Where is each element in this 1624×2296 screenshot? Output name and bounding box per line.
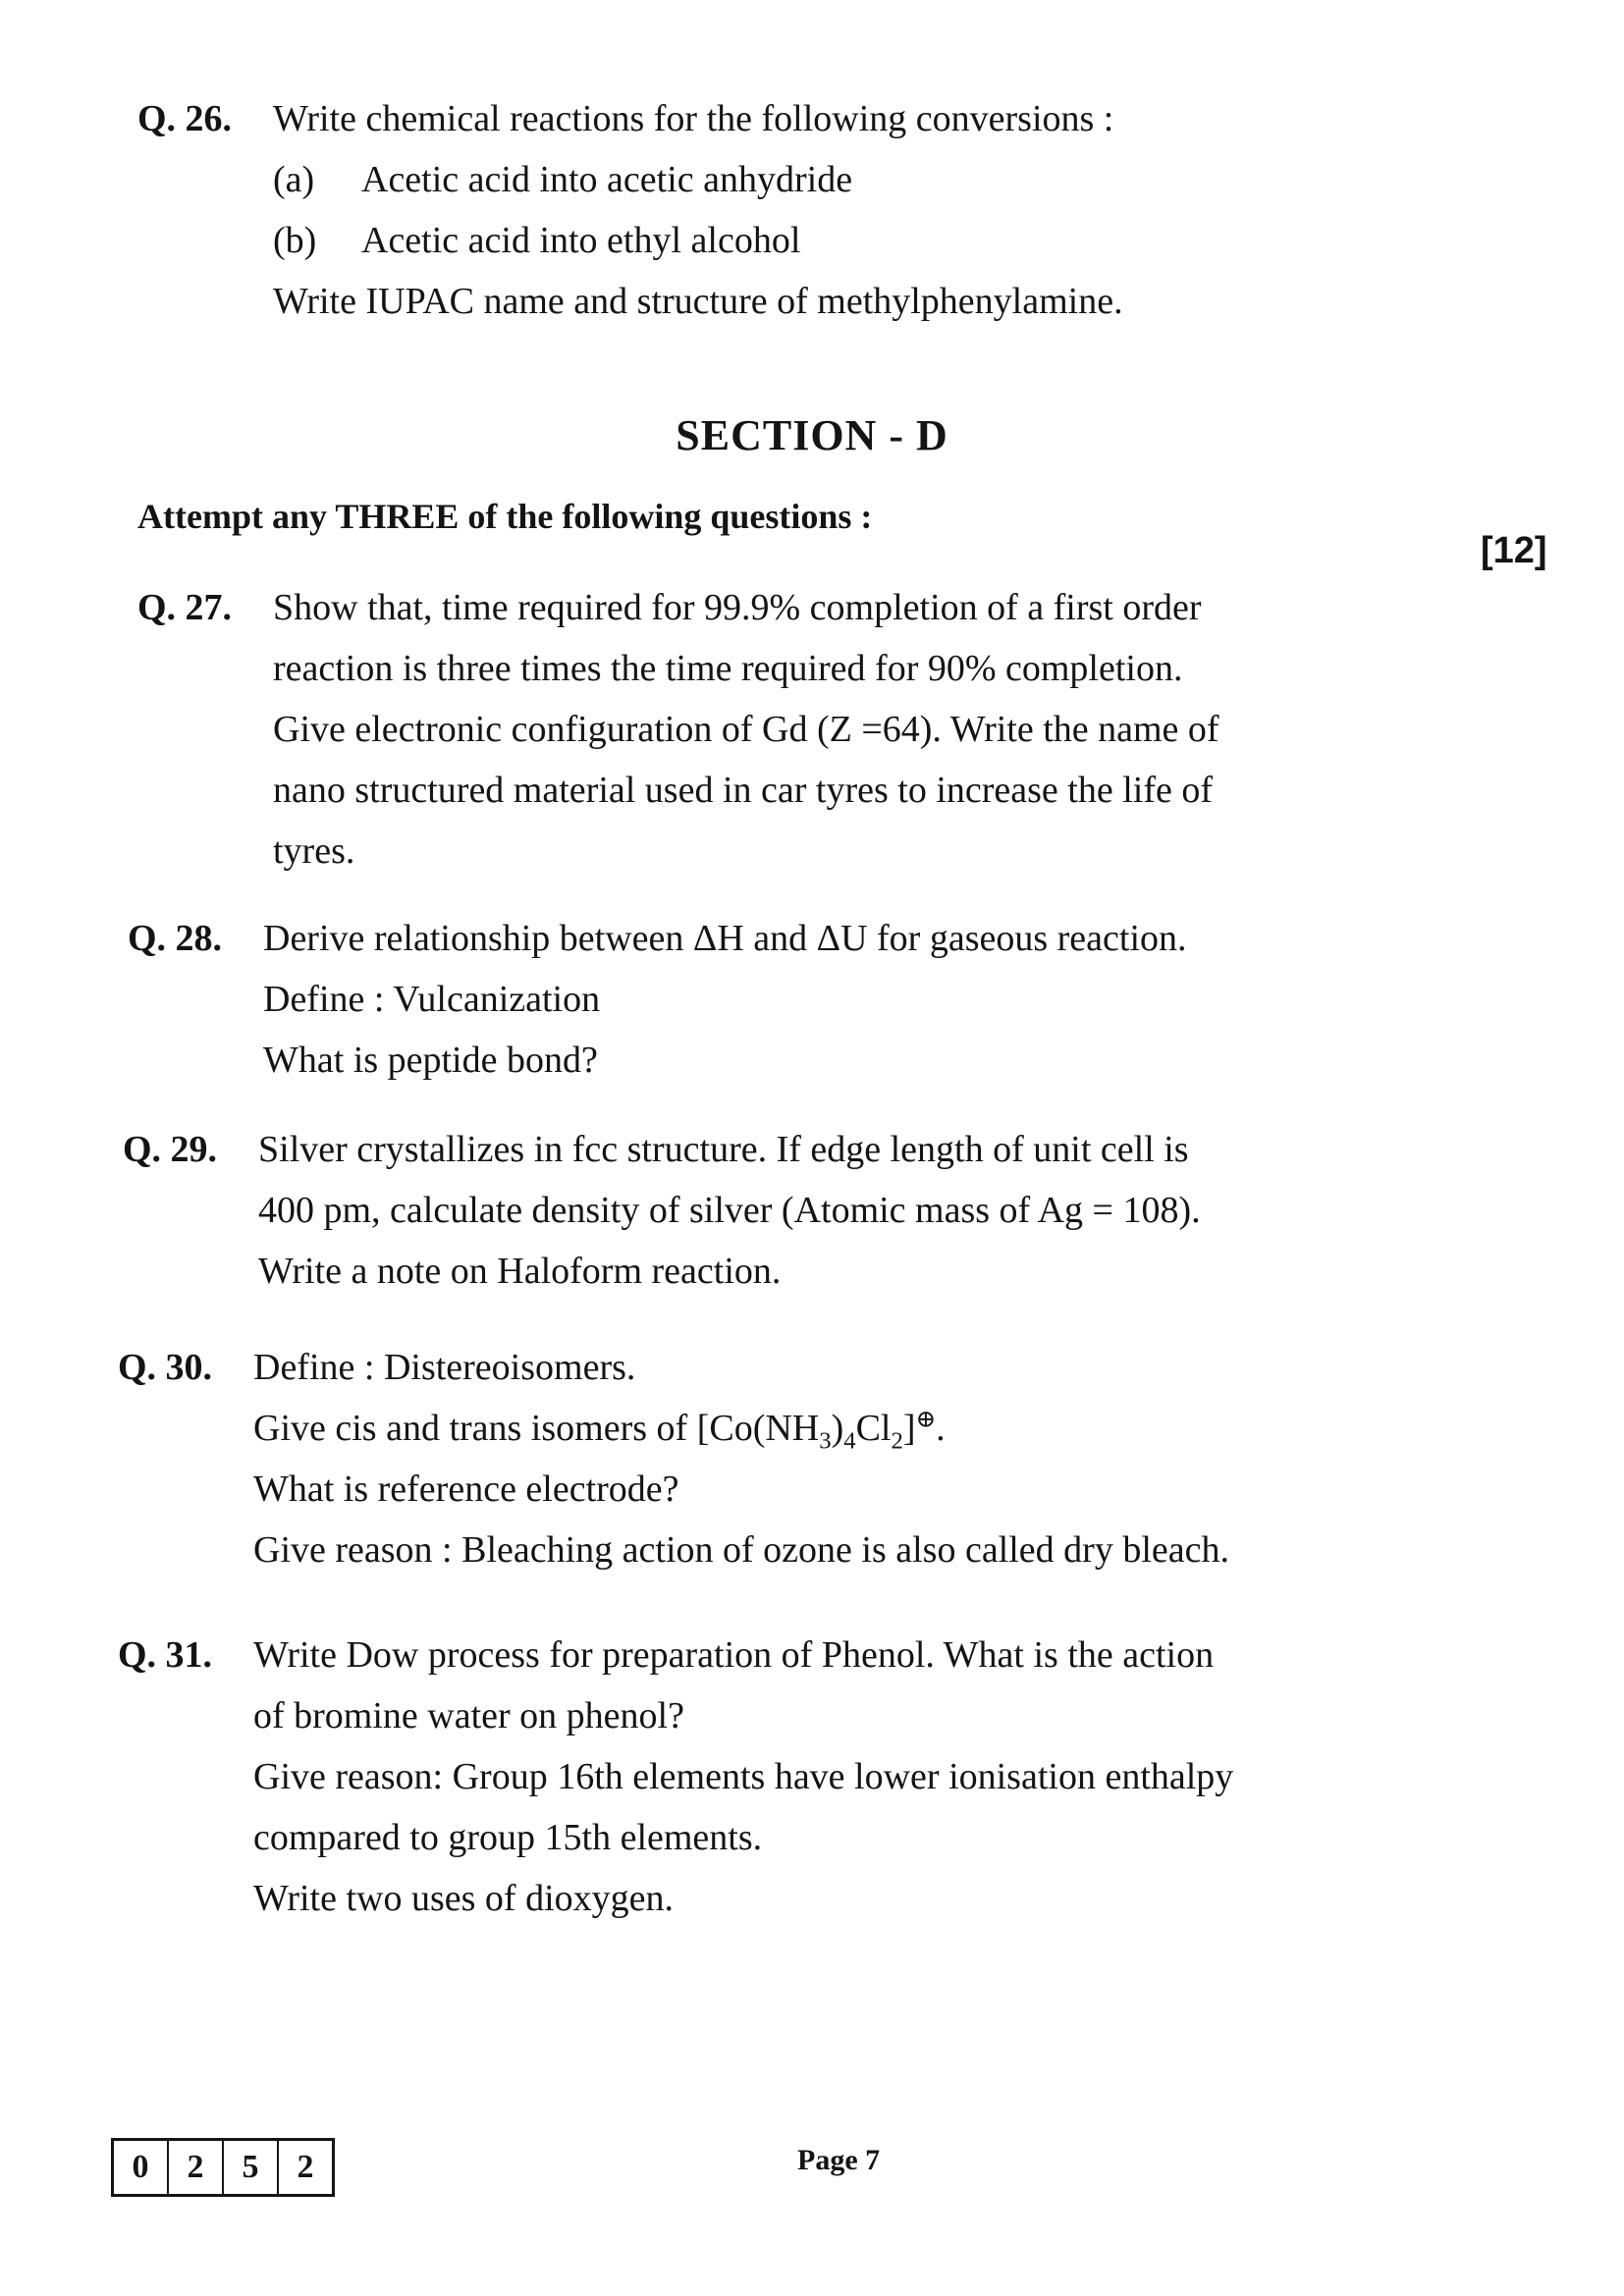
question-text: of bromine water on phenol? bbox=[253, 1695, 684, 1736]
question-text: Give electronic configuration of Gd (Z =64). Write the name of bbox=[273, 709, 1219, 750]
question-text: Write a note on Haloform reaction. bbox=[258, 1251, 782, 1292]
question-number: Q. 31. bbox=[118, 1634, 213, 1676]
question-31 bbox=[118, 1625, 1532, 1929]
section-title: SECTION - D bbox=[676, 411, 948, 459]
question-text: Write Dow process for preparation of Phenol. What is the action bbox=[253, 1634, 1215, 1676]
question-text-with-formula bbox=[253, 1398, 1522, 1459]
question-text: What is reference electrode? bbox=[253, 1468, 679, 1510]
subpart-text: Acetic acid into acetic anhydride bbox=[361, 159, 853, 200]
question-text: Write chemical reactions for the following conversions : bbox=[273, 98, 1114, 139]
question-number: Q. 26. bbox=[137, 98, 233, 139]
question-text: Write two uses of dioxygen. bbox=[253, 1878, 675, 1919]
question-text: Give reason: Group 16th elements have lower ionisation enthalpy bbox=[253, 1756, 1234, 1797]
question-text: Give reason : Bleaching action of ozone is also called dry bleach. bbox=[253, 1529, 1229, 1571]
question-text: Show that, time required for 99.9% completion of a first order bbox=[273, 587, 1202, 628]
code-digit: 2 bbox=[169, 2141, 224, 2194]
question-28 bbox=[128, 908, 1522, 1091]
question-number: Q. 30. bbox=[118, 1347, 213, 1388]
question-text: Silver crystallizes in fcc structure. If edge length of unit cell is bbox=[258, 1129, 1189, 1170]
subpart-label: (a) bbox=[273, 159, 315, 200]
question-text: compared to group 15th elements. bbox=[253, 1817, 763, 1858]
question-text: Define : Vulcanization bbox=[263, 979, 601, 1020]
question-30 bbox=[118, 1337, 1522, 1580]
code-digit: 2 bbox=[297, 2149, 314, 2185]
question-text: Write IUPAC name and structure of methylphenylamine. bbox=[273, 281, 1123, 322]
page-number: Page 7 bbox=[797, 2144, 881, 2176]
question-number: Q. 28. bbox=[128, 918, 223, 959]
question-text: tyres. bbox=[273, 830, 355, 872]
complex-formula: $[Co(NH_3)_4Cl_2]^\oplus$. bbox=[696, 1406, 946, 1455]
subpart-a bbox=[273, 149, 1512, 210]
question-text: Derive relationship between ΔH and ΔU for gaseous reaction. bbox=[263, 918, 1187, 959]
section-marks: [12] bbox=[1481, 530, 1547, 571]
question-text: Give cis and trans isomers of bbox=[253, 1408, 688, 1449]
question-26 bbox=[137, 88, 1512, 332]
code-digit: 5 bbox=[224, 2141, 279, 2194]
section-instruction: Attempt any THREE of the following questions : bbox=[137, 497, 873, 536]
question-27 bbox=[137, 577, 1532, 881]
paper-code-boxes bbox=[111, 2138, 335, 2197]
question-text: 400 pm, calculate density of silver (Atomic mass of Ag = 108). bbox=[258, 1190, 1201, 1231]
subpart-text: Acetic acid into ethyl alcohol bbox=[361, 220, 801, 261]
question-text: nano structured material used in car tyres to increase the life of bbox=[273, 770, 1213, 811]
question-number: Q. 29. bbox=[123, 1129, 218, 1170]
subpart-b bbox=[273, 210, 1512, 271]
question-number: Q. 27. bbox=[137, 587, 233, 628]
subpart-label: (b) bbox=[273, 220, 317, 261]
question-text: reaction is three times the time required for 90% completion. bbox=[273, 648, 1183, 689]
question-text: Define : Distereoisomers. bbox=[253, 1347, 636, 1388]
question-text: What is peptide bond? bbox=[263, 1040, 598, 1081]
code-digit: 0 bbox=[114, 2141, 169, 2194]
question-29 bbox=[123, 1119, 1517, 1302]
